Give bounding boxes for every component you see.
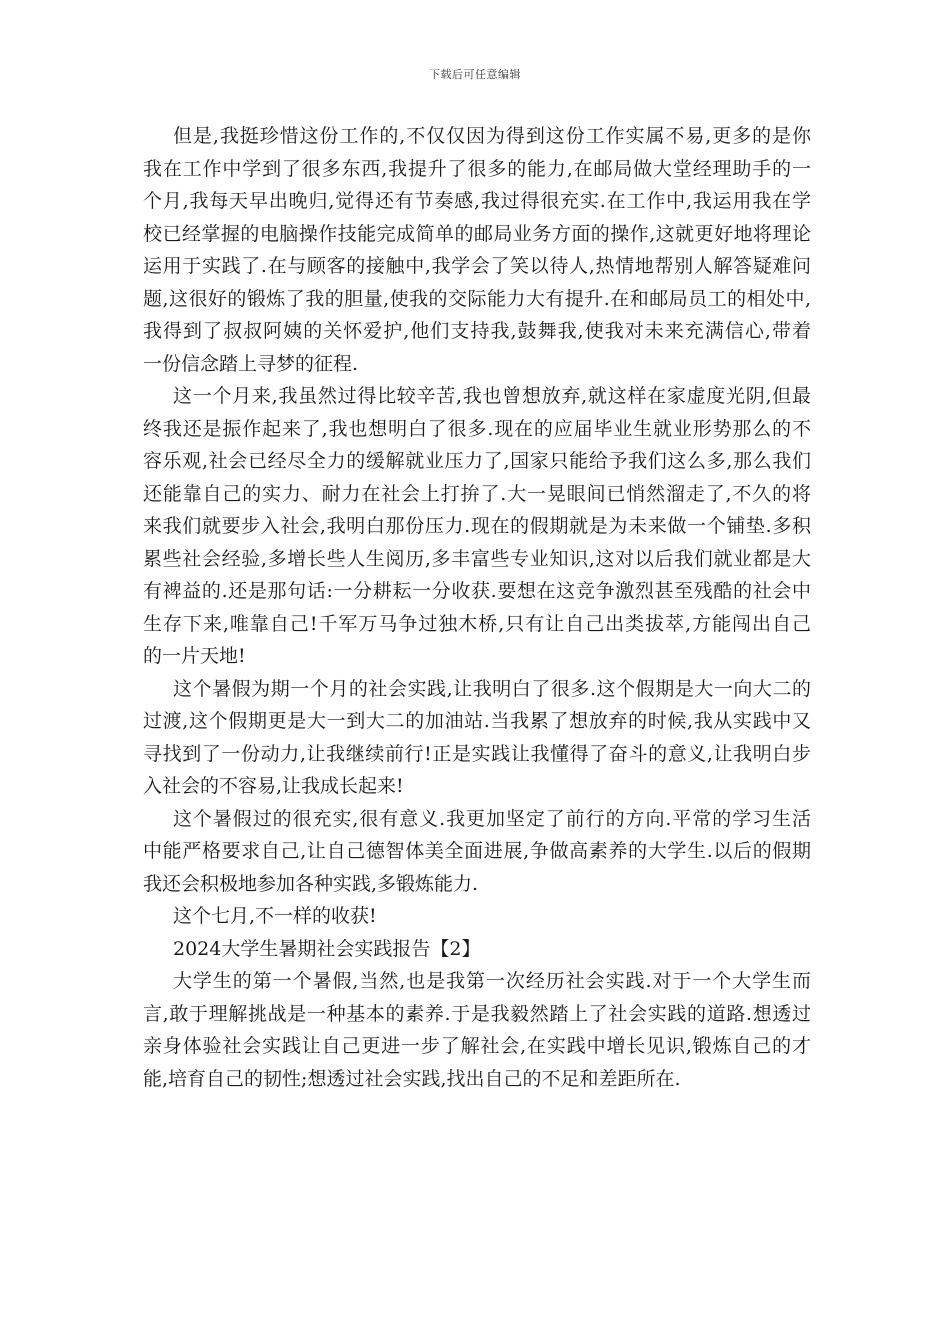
text-line: 容乐观,社会已经尽全力的缓解就业压力了,国家只能给予我们这么多,那么我们 [143,450,811,472]
text-line: 运用于实践了.在与顾客的接触中,我学会了笑以待人,热情地帮别人解答疑难问 [143,255,811,277]
text-line: 还能靠自己的实力、耐力在社会上打拚了.大一晃眼间已悄然溜走了,不久的将 [143,482,811,505]
text-line: 入社会的不容易,让我成长起来! [143,775,404,797]
text-line: 我得到了叔叔阿姨的关怀爱护,他们支持我,鼓舞我,使我对未来充满信心,带着 [143,320,811,342]
page-header: 下载后可任意编辑 [429,68,521,81]
text-line: 终我还是振作起来了,我也想明白了很多.现在的应届毕业生就业形势那么的不 [143,417,811,440]
text-line: 能,培育自己的韧性;想透过社会实践,找出自己的不足和差距所在. [143,1067,681,1090]
text-line: 2024大学生暑期社会实践报告【2】 [173,937,481,960]
text-line: 这个暑假为期一个月的社会实践,让我明白了很多.这个假期是大一向大二的 [173,677,811,700]
text-line: 校已经掌握的电脑操作技能完成简单的邮局业务方面的操作,这就更好地将理论 [143,222,811,245]
text-line: 但是,我挺珍惜这份工作的,不仅仅因为得到这份工作实属不易,更多的是你 [173,125,811,147]
text-line: 这个七月,不一样的收获! [173,905,377,927]
text-line: 我还会积极地参加各种实践,多锻炼能力. [143,872,479,895]
text-line: 来我们就要步入社会,我明白那份压力.现在的假期就是为未来做一个铺垫.多积 [143,515,811,537]
text-line: 言,敢于理解挑战是一种基本的素养.于是我毅然踏上了社会实践的道路.想透过 [143,1002,811,1025]
text-line: 这一个月来,我虽然过得比较辛苦,我也曾想放弃,就这样在家虚度光阴,但最 [173,385,811,407]
text-line: 中能严格要求自己,让自己德智体美全面进展,争做高素养的大学生.以后的假期 [143,840,811,862]
text-line: 有裨益的.还是那句话:一分耕耘一分收获.要想在这竞争激烈甚至残酷的社会中 [143,580,811,602]
text-line: 累些社会经验,多增长些人生阅历,多丰富些专业知识,这对以后我们就业都是大 [143,547,811,570]
text-line: 我在工作中学到了很多东西,我提升了很多的能力,在邮局做大堂经理助手的一 [143,157,811,180]
text-line: 这个暑假过的很充实,很有意义.我更加坚定了前行的方向.平常的学习生活 [173,807,811,830]
text-line: 个月,我每天早出晚归,觉得还有节奏感,我过得很充实.在工作中,我运用我在学 [143,190,811,212]
text-line: 一份信念踏上寻梦的征程. [143,352,359,375]
text-line: 生存下来,唯靠自己!千军万马争过独木桥,只有让自己出类拔萃,方能闯出自己 [143,612,811,635]
text-line: 寻找到了一份动力,让我继续前行!正是实践让我懂得了奋斗的意义,让我明白步 [143,742,811,765]
text-line: 亲身体验社会实践让自己更进一步了解社会,在实践中增长见识,锻炼自己的才 [143,1035,811,1057]
text-line: 的一片天地! [143,645,246,667]
text-line: 题,这很好的锻炼了我的胆量,使我的交际能力大有提升.在和邮局员工的相处中, [143,287,811,310]
text-line: 大学生的第一个暑假,当然,也是我第一次经历社会实践.对于一个大学生而 [173,970,811,992]
text-line: 过渡,这个假期更是大一到大二的加油站.当我累了想放弃的时候,我从实践中又 [143,710,811,732]
document-body [143,120,811,1095]
